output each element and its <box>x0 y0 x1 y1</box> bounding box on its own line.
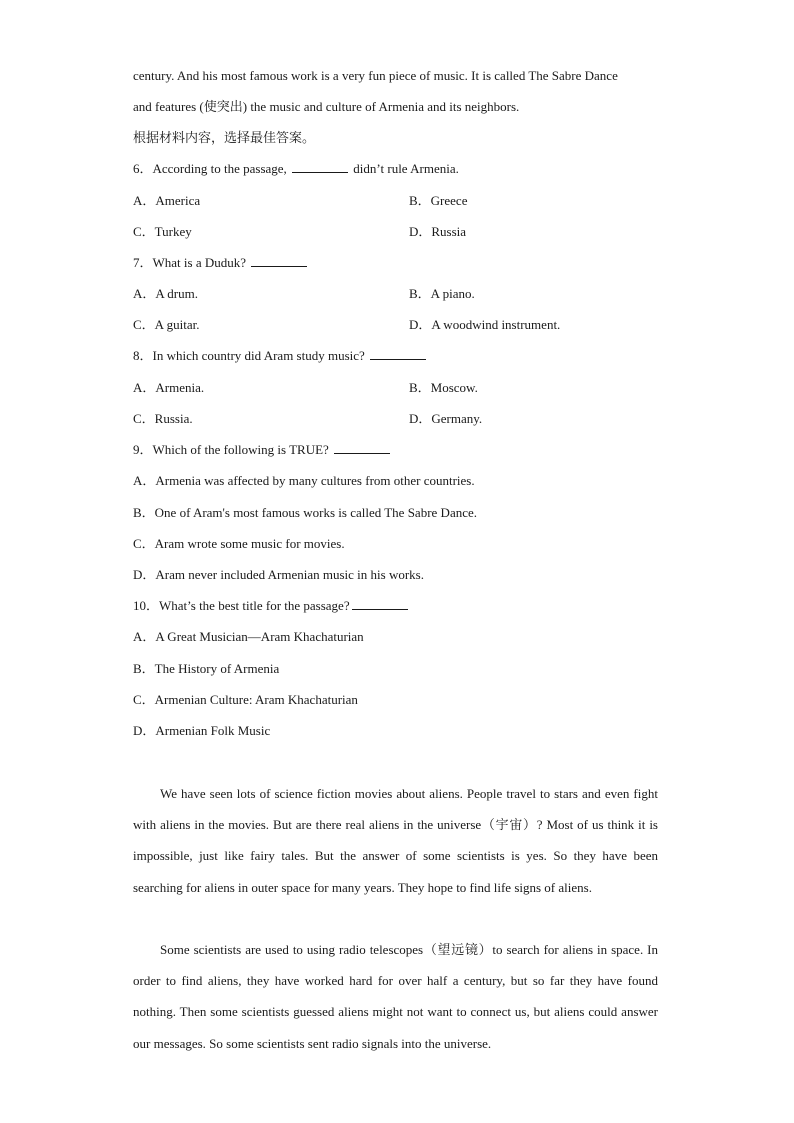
question-10-option-c: C．Armenian Culture: Aram Khachaturian <box>133 692 358 707</box>
question-9-option-a: A．Armenia was affected by many cultures from other countries. <box>133 473 475 488</box>
question-10-stem: 10．What’s the best title for the passage? <box>133 598 410 614</box>
question-8-option-a: A．Armenia. <box>133 380 205 395</box>
question-6-option-c: C．Turkey <box>133 224 192 239</box>
answer-blank <box>251 255 307 267</box>
question-6-option-a: A．America <box>133 193 201 208</box>
question-8-stem: 8．In which country did Aram study music? <box>133 348 428 364</box>
question-7-option-c: C．A guitar. <box>133 317 200 332</box>
question-6-option-d: D．Russia <box>409 224 467 239</box>
passage2-paragraph-2: Some scientists are used to using radio telescopes（望远镜）to search for aliens in space. In order to find aliens, they have worked hard for over half a century, but so far they have found nothing. Then some scientists guessed aliens might not want to connect us, but aliens could answer our messages. So some scientists sent radio signals into the universe. <box>133 942 658 1051</box>
question-7-option-d: D．A woodwind instrument. <box>409 317 561 332</box>
question-7-stem: 7．What is a Duduk? <box>133 255 309 271</box>
question-8-option-b: B．Moscow. <box>409 380 478 395</box>
question-9-option-d: D．Aram never included Armenian music in his works. <box>133 567 424 582</box>
passage1-text-line: century. And his most famous work is a very fun piece of music. It is called The Sabre Dance <box>133 68 618 83</box>
question-7-option-a: A．A drum. <box>133 286 199 301</box>
question-9-option-c: C．Aram wrote some music for movies. <box>133 536 345 551</box>
answer-blank <box>370 348 426 360</box>
question-10-option-d: D．Armenian Folk Music <box>133 723 271 738</box>
question-7-option-b: B．A piano. <box>409 286 475 301</box>
question-9-stem: 9．Which of the following is TRUE? <box>133 442 392 458</box>
question-6-stem: 6．According to the passage, didn’t rule Armenia. <box>133 161 459 176</box>
answer-blank <box>352 598 408 610</box>
question-8-option-d: D．Germany. <box>409 411 483 426</box>
question-10-option-a: A．A Great Musician—Aram Khachaturian <box>133 629 364 644</box>
question-9-option-b: B．One of Aram's most famous works is called The Sabre Dance. <box>133 505 477 520</box>
answer-blank <box>292 161 348 173</box>
passage1-text-line: and features (使突出) the music and culture of Armenia and its neighbors. <box>133 99 520 114</box>
answer-blank <box>334 442 390 454</box>
question-6-option-b: B．Greece <box>409 193 468 208</box>
passage2-paragraph-1: We have seen lots of science fiction movies about aliens. People travel to stars and even fight with aliens in the movies. But are there real aliens in the universe（宇宙）? Most of us think it is impossible, just like fairy tales. But the answer of some scientists is yes. So they have been searching for aliens in outer space for many years. They hope to find life signs of aliens. <box>133 786 658 895</box>
question-10-option-b: B．The History of Armenia <box>133 661 280 676</box>
instruction: 根据材料内容，选择最佳答案。 <box>133 130 316 145</box>
question-8-option-c: C．Russia. <box>133 411 193 426</box>
